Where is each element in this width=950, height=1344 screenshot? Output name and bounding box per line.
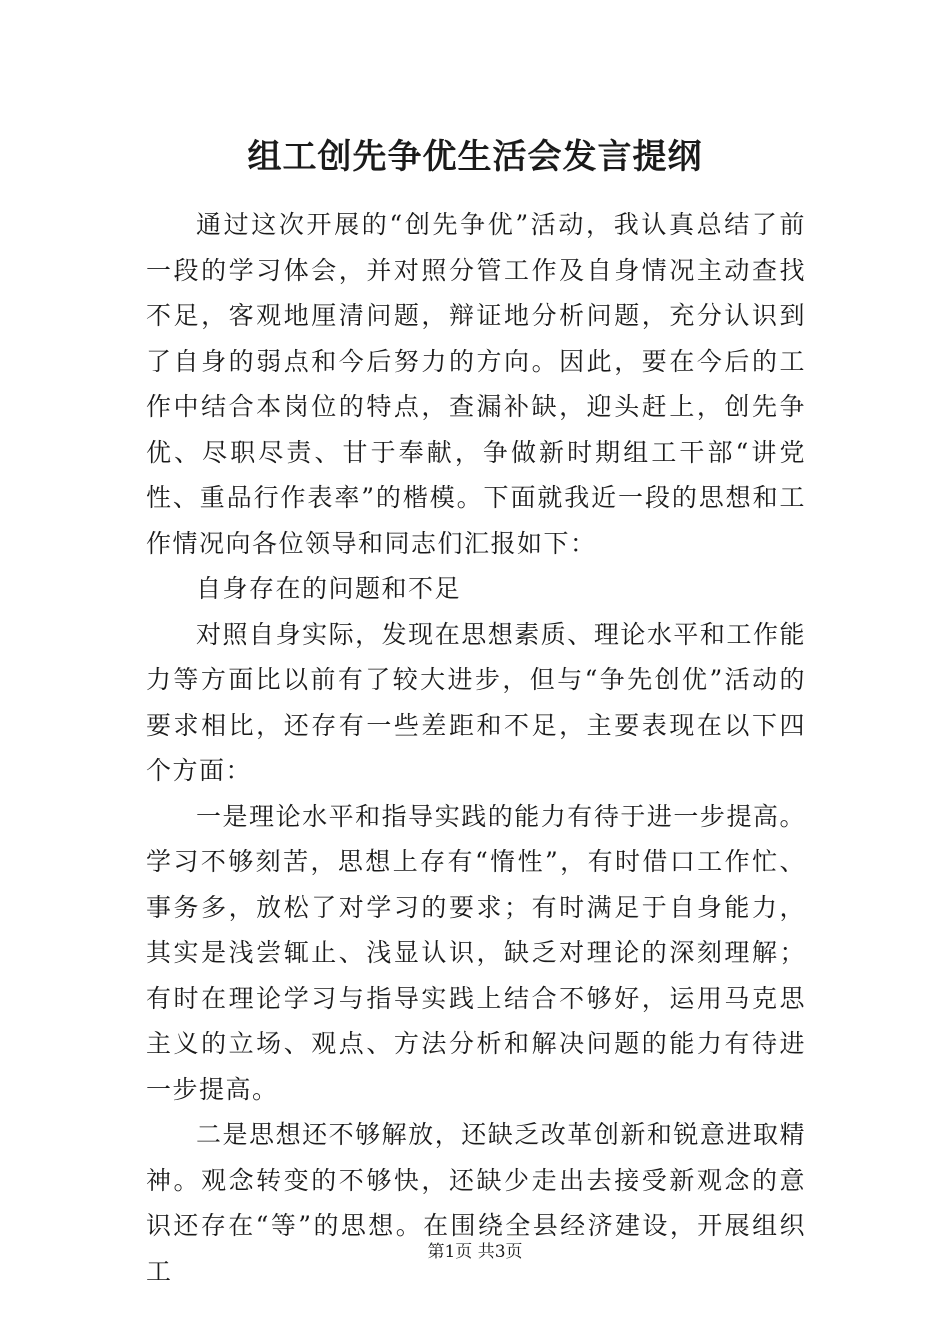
page-number-footer: 第1页 共3页 [427, 1242, 523, 1262]
document-title: 组工创先争优生活会发言提纲 [247, 137, 703, 177]
intro-paragraph: 通过这次开展的“创先争优”活动，我认真总结了前一段的学习体会，并对照分管工作及自身情况主动查找不足，客观地厘清问题，辩证地分析问题，充分认识到了自身的弱点和今后努力的方向。因此，要在今后的工作中结合本岗位的特点，查漏补缺，迎头赶上，创先争优、尽职尽责、甘于奉献，争做新时期组工干部“讲党性、重品行作表率”的楷模。下面就我近一段的思想和工作情况向各位领导和同志们汇报如下： [146, 210, 806, 558]
point-one-paragraph: 一是理论水平和指导实践的能力有待于进一步提高。学习不够刻苦，思想上存有“惰性”，有时借口工作忙、事务多，放松了对学习的要求；有时满足于自身能力，其实是浅尝辄止、浅显认识，缺乏对理论的深刻理解；有时在理论学习与指导实践上结合不够好，运用马克思主义的立场、观点、方法分析和解决问题的能力有待进一步提高。 [146, 801, 806, 1104]
point-two-paragraph: 二是思想还不够解放，还缺乏改革创新和锐意进取精神。观念转变的不够快，还缺少走出去接受新观念的意识还存在“等”的思想。在围绕全县经济建设，开展组织工 [146, 1120, 806, 1286]
overview-paragraph: 对照自身实际，发现在思想素质、理论水平和工作能力等方面比以前有了较大进步，但与“争先创优”活动的要求相比，还存有一些差距和不足，主要表现在以下四个方面： [146, 619, 806, 785]
section-heading: 自身存在的问题和不足 [196, 574, 462, 603]
document-body [146, 202, 806, 1294]
